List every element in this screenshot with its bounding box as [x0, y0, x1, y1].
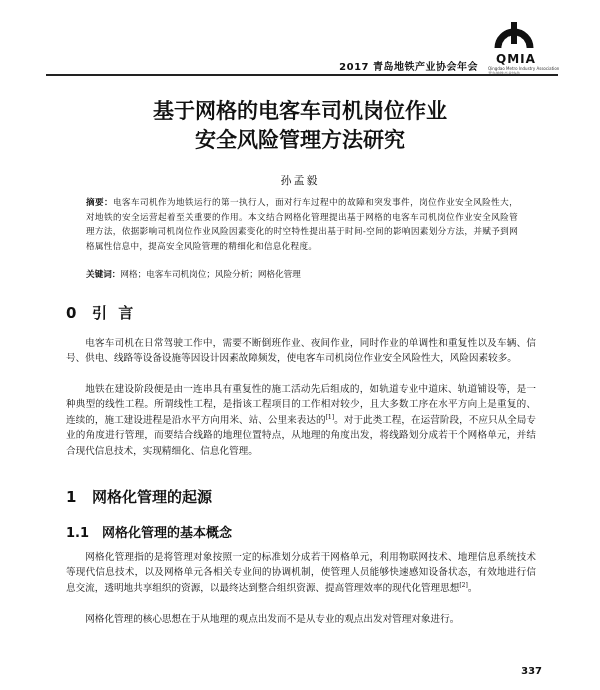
paper-title-line1: 基于网格的电客车司机岗位作业: [153, 98, 447, 123]
section-heading-1: [66, 486, 212, 507]
author: 孙孟毅: [280, 174, 320, 187]
keywords: [86, 268, 518, 282]
section-number: 1: [66, 488, 77, 506]
journal-name: 2017 青岛地铁产业协会年会: [339, 62, 478, 73]
qmia-logo: [482, 18, 560, 74]
keywords-label: 关键词：: [86, 270, 121, 280]
section-number: 0: [66, 304, 80, 322]
section-title: 引 言: [92, 304, 137, 322]
abstract-text: 电客车司机作为地铁运行的第一执行人，面对行车过程中的故障和突发事件，岗位作业安全风险性大，对地铁的安全运营起着至关重要的作用。本文结合网格化管理提出基于网格的电客车司机岗位作业安全风险管理方法，依据影响司机岗位作业风险因素变化的时空特性提出基于时间-空间的影响因素划分方法，并赋予到网格属性信息中，提高安全风险管理的精细化和信息化程度。: [86, 198, 518, 252]
abstract-label: 摘要：: [86, 198, 114, 208]
keywords-text: 网格；电客车司机岗位；风险分析；网格化管理: [120, 270, 301, 280]
paragraph: [66, 382, 536, 459]
header-rule: [46, 74, 558, 76]
abstract: [86, 196, 518, 254]
paragraph-text: 地铁在建设阶段便是由一连串具有重复性的施工活动先后组成的，如轨道专业中道床、轨道铺设等，是一种典型的线性工程。所谓线性工程，是指该工程项目的工作相对较少，且大多数工序在水平方向上是重复的、连续的，施工建设进程是沿水平方向用米、站、公里来表达的: [66, 384, 536, 426]
paper-title-line2: 安全风险管理方法研究: [195, 127, 405, 152]
paragraph: 电客车司机在日常驾驶工作中，需要不断倒班作业、夜间作业，同时作业的单调性和重复性以及车辆、信号、供电、线路等设备设施等因设计因素故障频发，使电客车司机岗位作业安全风险性大，风险因素较多。: [66, 338, 536, 365]
qmia-logo-icon: [492, 18, 536, 52]
paragraph-text: 网格化管理指的是将管理对象按照一定的标准划分成若干网格单元，利用物联网技术、地理信息系统技术等现代信息技术，以及网格单元各相关专业间的协调机制，使管理人员能够快速感知设备状态，有效地进行信息交流，透明地共享组织的资源，以最终达到整合组织资源、提高管理效率的现代化管理思想: [66, 552, 536, 594]
section-heading-intro: [66, 302, 136, 323]
logo-text: QMIA: [496, 52, 536, 66]
paragraph: [66, 550, 536, 596]
paragraph-text: 。对于此类工程，在运营阶段，不应只从全局专业的角度进行管理，而要结合线路的地理位置特点，从地理的角度出发，将线路划分成若干个网格单元，并结合现代信息技术，实现精细化、信息化管理。: [66, 414, 536, 457]
running-header: [0, 0, 600, 78]
logo-subtitle-en: Qingdao Metro Industry Association: [488, 66, 560, 71]
paragraph-text: 。: [467, 582, 478, 594]
subsection-heading-1-1: [66, 522, 232, 541]
subsection-number: 1.1: [66, 526, 90, 541]
page-number: 337: [521, 666, 542, 677]
paragraph: 网格化管理的核心思想在于从地理的观点出发而不是从专业的观点出发对管理对象进行。: [85, 614, 460, 625]
subsection-title: 网格化管理的基本概念: [102, 526, 233, 541]
citation: [1]: [325, 413, 335, 421]
citation: [2]: [459, 581, 468, 589]
section-title: 网格化管理的起源: [92, 488, 213, 506]
